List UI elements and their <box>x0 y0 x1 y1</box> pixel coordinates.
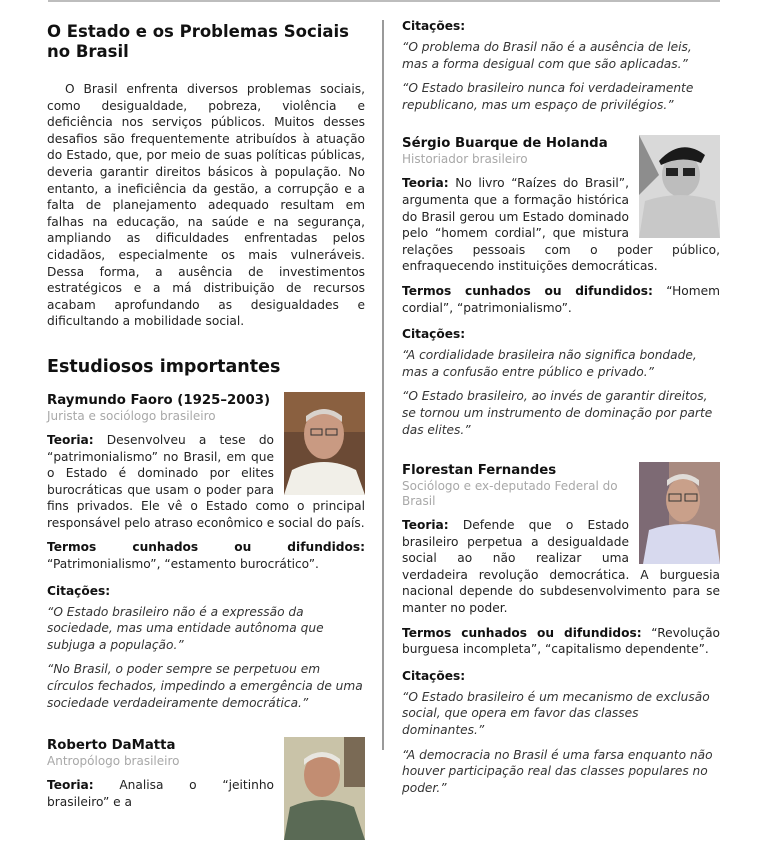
scholar-terms: “Homem cordial”, “patrimonialismo”. <box>402 283 721 315</box>
faoro-photo <box>284 392 365 495</box>
teoria-label: Teoria: <box>402 518 449 533</box>
section-title: Estudiosos importantes <box>47 356 281 377</box>
scholar-theory: Desenvolveu a tese do “patrimonialismo” no Brasil, em que o Estado é dominado por elites burocráticas que usam o poder para fins privados. Ele vê o Estado como o principal responsável pelo atraso econômico e social do país. <box>47 432 365 530</box>
scholar-name: Sérgio Buarque de Holanda <box>402 136 608 152</box>
quote: “O Estado brasileiro não é a expressão da sociedade, mas uma entidade autônoma que subjuga a população.” <box>47 604 324 652</box>
florestan-photo <box>639 462 720 564</box>
quote: “O Estado brasileiro é um mecanismo de exclusão social, que opera em favor das classes dominantes.” <box>402 689 710 738</box>
scholar-florestan <box>402 462 720 804</box>
termos-label: Termos cunhados ou difundidos: <box>402 283 653 298</box>
citacoes-label: Citações: <box>402 19 466 33</box>
scholar-theory: Defende que o Estado brasileiro perpetua a desigualdade social ao não realizar uma verdadeira revolução democrática. A burguesia nacional depende do subdesenvolvimento para se manter no poder. <box>402 518 720 616</box>
column-divider <box>382 20 384 750</box>
scholar-damatta <box>47 737 365 842</box>
scholar-faoro <box>47 392 365 719</box>
teoria-label: Teoria: <box>47 778 94 793</box>
citacoes-label: Citações: <box>402 668 466 683</box>
scholar-theory: No livro “Raízes do Brasil”, argumenta que a formação histórica do Brasil gerou um Estado dominado pelo “homem cordial”, que mistura relações pessoais com o poder público, enfraquecendo instituições democráticas. <box>402 176 720 274</box>
scholar-role: Sociólogo e ex-deputado Federal do Brasil <box>402 479 618 509</box>
quote: “No Brasil, o poder sempre se perpetuou em círculos fechados, impedindo a emergência de uma sociedade verdadeiramente democrática.” <box>47 662 363 710</box>
scholar-sergio <box>402 135 720 446</box>
scholar-name: Roberto DaMatta <box>47 738 176 754</box>
intro-paragraph: O Brasil enfrenta diversos problemas sociais, como desigualdade, pobreza, violência e deficiência nos serviços públicos. Muitos desses desafios são frequentemente atribuídos à atuação do Estado, que, por meio de suas políticas públicas, deveria garantir direitos básicos à população. No entanto, a ineficiência da gestão, a corrupção e a falta de planejamento adequado resultam em falhas na educação, na saúde e na segurança, ampliando as dificuldades enfrentadas pelos cidadãos, especialmente os mais vulneráveis. Dessa forma, a ausência de investimentos estratégicos e a má distribuição de recursos acabam aprofundando as desigualdades e dificultando a mobilidade social. <box>47 82 365 329</box>
teoria-label: Teoria: <box>402 176 449 191</box>
damatta-quotes <box>402 18 720 121</box>
scholar-name: Raymundo Faoro (1925–2003) <box>47 392 271 408</box>
quote: “A cordialidade brasileira não significa bondade, mas a confusão entre público e privado.” <box>402 348 697 379</box>
quote: “O problema do Brasil não é a ausência de leis, mas a forma desigual com que são aplicadas.” <box>402 40 692 71</box>
left-column <box>47 22 365 842</box>
scholar-role: Jurista e sociólogo brasileiro <box>47 408 216 423</box>
quote: “A democracia no Brasil é uma farsa enquanto não houver participação real das classes populares no poder.” <box>402 747 713 795</box>
article-title-block <box>47 22 365 62</box>
citacoes-label: Citações: <box>47 583 111 598</box>
sergio-photo <box>639 135 720 238</box>
citacoes-label: Citações: <box>402 327 466 342</box>
termos-label: Termos cunhados ou difundidos: <box>47 540 365 555</box>
scholar-name: Florestan Fernandes <box>402 463 557 479</box>
section-heading-block <box>47 356 365 378</box>
termos-label: Termos cunhados ou difundidos: <box>402 625 642 640</box>
page-title: O Estado e os Problemas Sociais no Brasil <box>47 22 349 61</box>
right-column <box>402 18 720 804</box>
teoria-label: Teoria: <box>47 432 94 447</box>
scholar-role: Antropólogo brasileiro <box>47 754 180 769</box>
quote: “O Estado brasileiro nunca foi verdadeiramente republicano, mas um espaço de privilégios.” <box>402 81 694 112</box>
scholar-terms: “Revolução burguesa incompleta”, “capitalismo dependente”. <box>402 625 721 657</box>
scholar-role: Historiador brasileiro <box>402 152 528 167</box>
top-rule <box>48 0 720 2</box>
intro-block <box>47 81 365 330</box>
scholar-theory: Analisa o “jeitinho brasileiro” e a <box>47 778 274 809</box>
damatta-photo <box>284 737 365 840</box>
quote: “O Estado brasileiro, ao invés de garantir direitos, se tornou um instrumento de dominação por parte das elites.” <box>402 389 713 437</box>
scholar-terms: “Patrimonialismo”, “estamento burocrático”. <box>47 557 319 572</box>
